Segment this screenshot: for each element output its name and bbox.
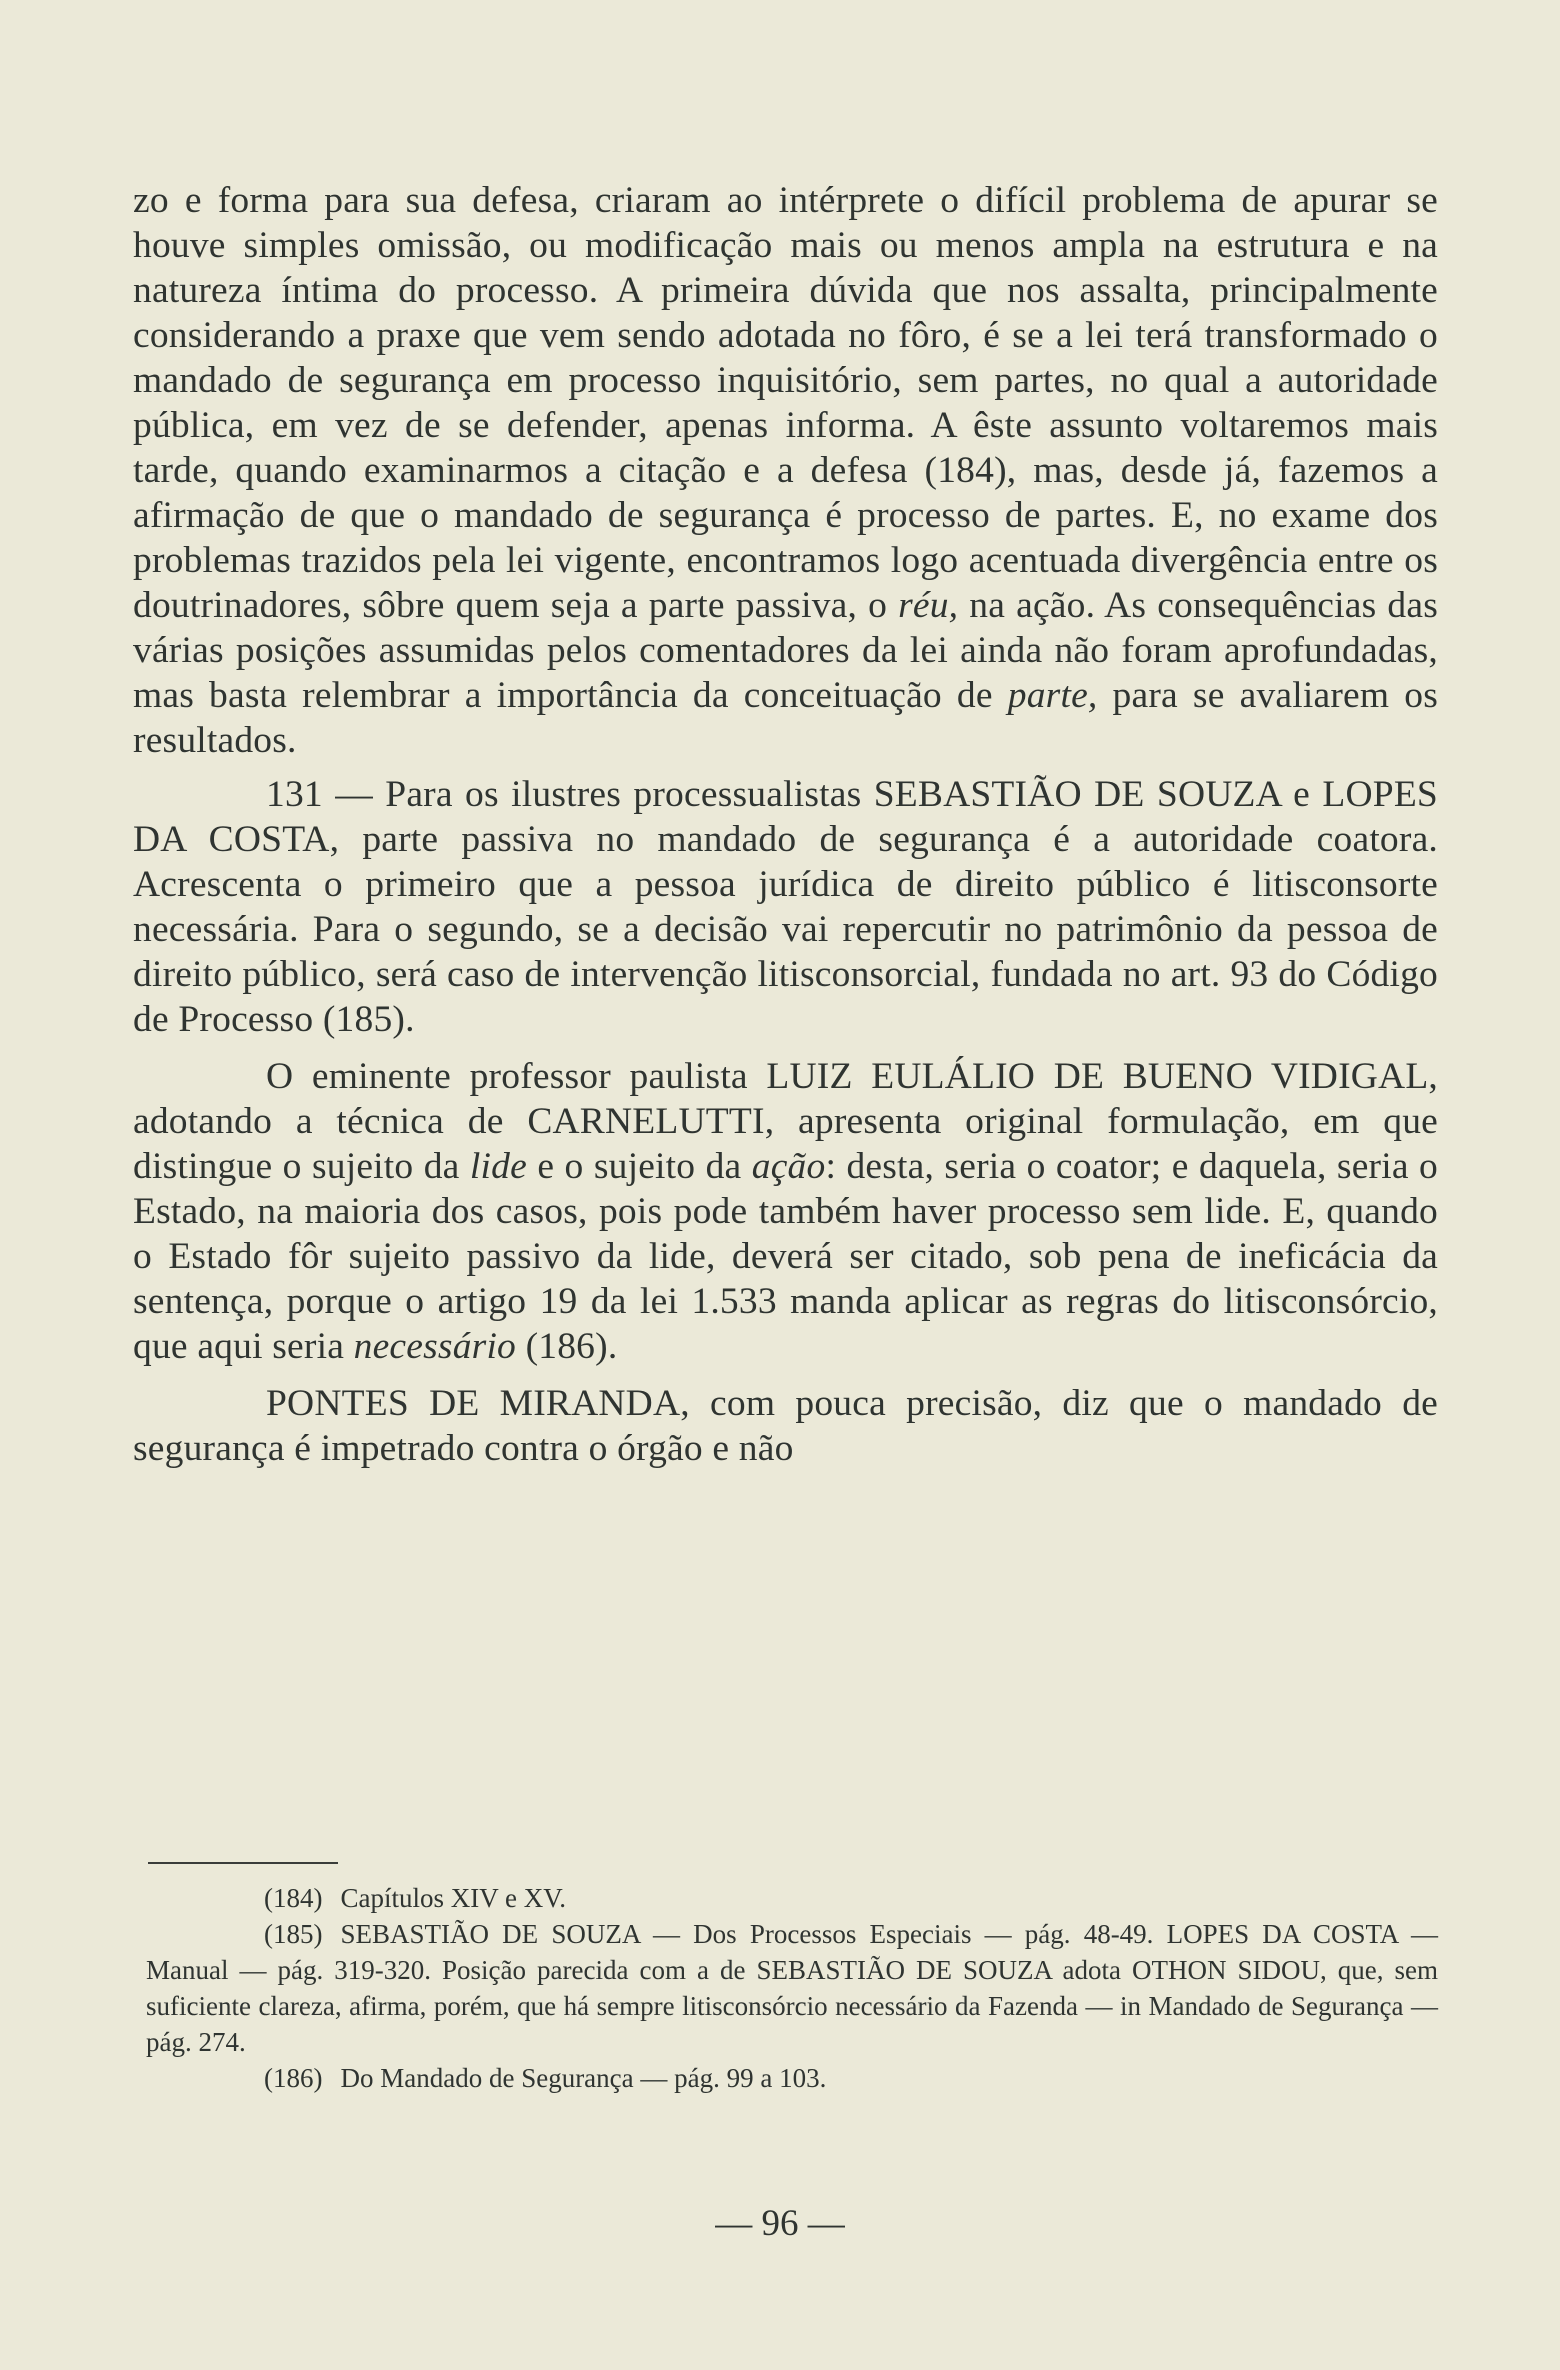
paragraph-131: 131 — Para os ilustres processualistas SEBASTIÃO DE SOUZA e LOPES DA COSTA, parte passiva no mandado de segurança é a autoridade coatora. Acrescenta o primeiro que a pessoa jurídica de direito público é litisconsorte necessária. Para o segundo, se a decisão vai repercutir no patrimônio da pessoa de direito público, será caso de intervenção litisconsorcial, fundada no art. 93 do Código de Processo (185).	[133, 774, 1438, 1040]
footnote-185	[146, 1916, 1438, 2060]
paragraph-1	[133, 178, 1438, 763]
paragraph-vidigal-text-d: (186).	[525, 1326, 618, 1367]
footnote-text: Capítulos XIV e XV.	[340, 1883, 566, 1913]
paragraph-pontes: PONTES DE MIRANDA, com pouca precisão, diz que o mandado de segurança é impetrado contra o órgão e não	[133, 1383, 1438, 1469]
paragraph-vidigal-text-a: O eminente professor paulista LUIZ EULÁLIO DE BUENO VIDIGAL, adotando a técnica de CARNELUTTI, apresenta original formulação, em que distingue o sujeito da	[133, 1056, 1438, 1187]
paragraph-vidigal-italic-acao: ação	[751, 1146, 826, 1187]
footnote-divider	[148, 1862, 338, 1864]
footnote-186	[146, 2060, 1438, 2096]
paragraph-1-italic-parte: parte,	[1007, 675, 1098, 716]
page-body	[133, 178, 1438, 1471]
footnote-number: (185)	[264, 1919, 323, 1949]
footnote-text: SEBASTIÃO DE SOUZA — Dos Processos Especiais — pág. 48-49. LOPES DA COSTA — Manual — pág. 319-320. Posição parecida com a de SEBASTIÃO DE SOUZA adota OTHON SIDOU, que, sem suficiente clareza, afirma, porém, que há sempre litisconsórcio necessário da Fazenda — in Mandado de Segurança — pág. 274.	[146, 1919, 1438, 2057]
paragraph-1-text: zo e forma para sua defesa, criaram ao intérprete o difícil problema de apurar se houve simples omissão, ou modificação mais ou menos ampla na estrutura e na natureza íntima do processo. A primeira dúvida que nos assalta, principalmente considerando a praxe que vem sendo adotada no fôro, é se a lei terá transformado o mandado de segurança em processo inquisitório, sem partes, no qual a autoridade pública, em vez de se defender, apenas informa. A êste assunto voltaremos mais tarde, quando examinarmos a citação e a defesa (184), mas, desde já, fazemos a afirmação de que o mandado de segurança é processo de partes. E, no exame dos problemas trazidos pela lei vigente, encontramos logo acentuada divergência entre os doutrinadores, sôbre quem seja a parte passiva, o	[133, 180, 1438, 626]
footnote-184	[146, 1880, 1438, 1916]
paragraph-vidigal	[133, 1054, 1438, 1369]
paragraph-vidigal-text-b: e o sujeito da	[537, 1146, 742, 1187]
footnotes	[146, 1880, 1438, 2096]
footnote-number: (186)	[264, 2063, 323, 2093]
paragraph-1-text-c: para se avaliarem os resultados.	[133, 675, 1438, 761]
paragraph-1-text-b: na ação. As consequências das várias posições assumidas pelos comentadores da lei ainda não foram aprofundadas, mas basta relembrar a importância da conceituação de	[133, 585, 1438, 716]
paragraph-1-italic-reu: réu,	[898, 585, 959, 626]
paragraph-vidigal-text-c: : desta, seria o coator; e daquela, seria o Estado, na maioria dos casos, pois pode também haver processo sem lide. E, quando o Estado fôr sujeito passivo da lide, deverá ser citado, sob pena de ineficácia da sentença, porque o artigo 19 da lei 1.533 manda aplicar as regras do litisconsórcio, que aqui seria	[133, 1146, 1439, 1367]
footnote-number: (184)	[264, 1883, 323, 1913]
paragraph-vidigal-italic-necessario: necessário	[353, 1326, 517, 1367]
page-number: — 96 —	[715, 2203, 845, 2244]
footnote-text: Do Mandado de Segurança — pág. 99 a 103.	[340, 2063, 827, 2093]
paragraph-vidigal-italic-lide: lide	[469, 1146, 527, 1187]
